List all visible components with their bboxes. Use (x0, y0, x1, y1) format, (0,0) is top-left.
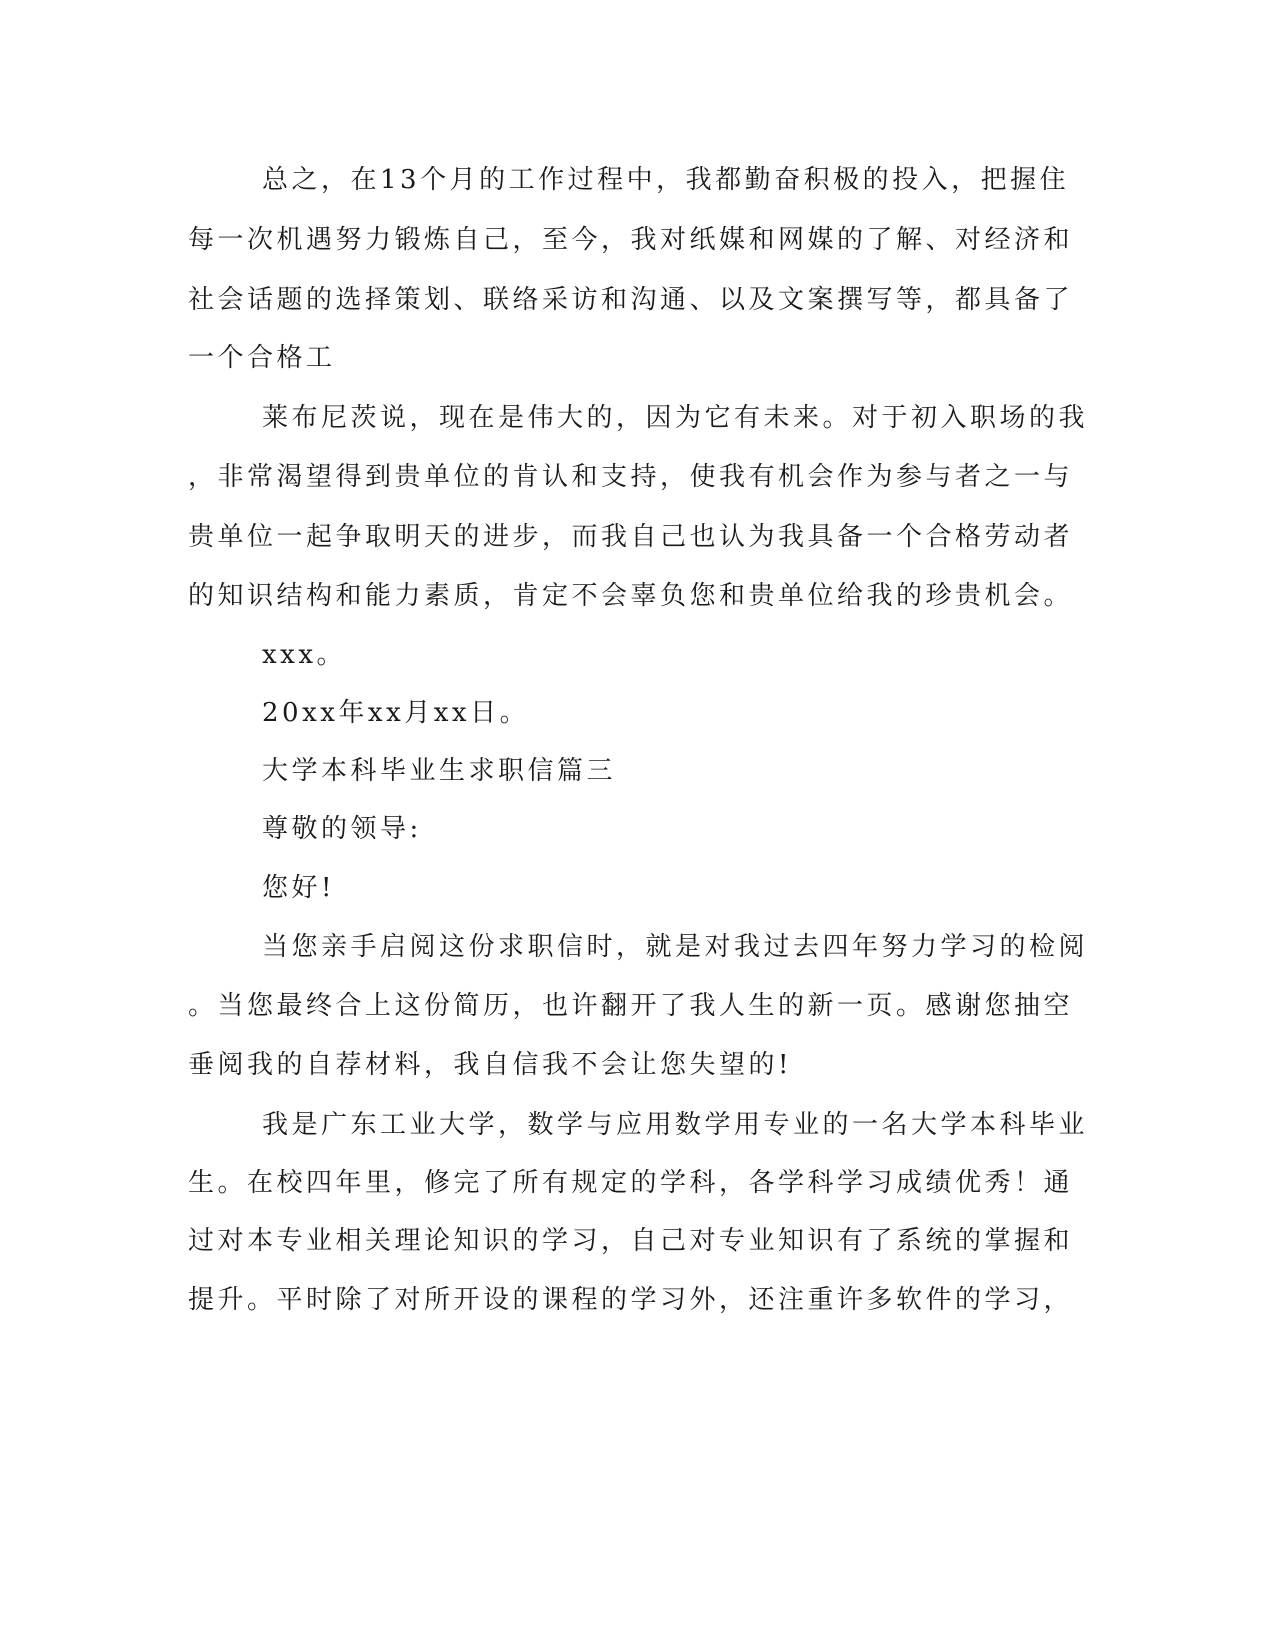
paragraph-line: 莱布尼茨说，现在是伟大的，因为它有未来。对于初入职场的我 (262, 403, 1089, 433)
paragraph-line: 总之，在13个月的工作过程中，我都勤奋积极的投入，把握住 (262, 165, 1070, 195)
paragraph-line: ，非常渴望得到贵单位的肯认和支持，使我有机会作为参与者之一与 (188, 462, 1074, 492)
paragraph-line: 社会话题的选择策划、联络采访和沟通、以及文案撰写等，都具备了 (188, 285, 1074, 315)
signature-date: 20xx年xx月xx日。 (262, 698, 530, 728)
section-heading: 大学本科毕业生求职信篇三 (262, 756, 617, 786)
salutation: 尊敬的领导: (262, 814, 422, 844)
paragraph-line: 每一次机遇努力锻炼自己，至今，我对纸媒和网媒的了解、对经济和 (188, 225, 1074, 255)
paragraph-line: 过对本专业相关理论知识的学习，自己对专业知识有了系统的掌握和 (188, 1226, 1074, 1256)
paragraph-line: 提升。平时除了对所开设的课程的学习外，还注重许多软件的学习， (188, 1285, 1074, 1315)
paragraph-line: 生。在校四年里，修完了所有规定的学科，各学科学习成绩优秀！通 (188, 1168, 1074, 1198)
paragraph-line: 的知识结构和能力素质，肯定不会辜负您和贵单位给我的珍贵机会。 (188, 581, 1074, 611)
paragraph-line: 贵单位一起争取明天的进步，而我自己也认为我具备一个合格劳动者 (188, 522, 1074, 552)
signature-name: xxx。 (262, 640, 346, 670)
paragraph-line: 一个合格工 (188, 343, 336, 373)
paragraph-line: 当您亲手启阅这份求职信时，就是对我过去四年努力学习的检阅 (262, 932, 1089, 962)
greeting: 您好! (262, 873, 335, 903)
paragraph-line: 。当您最终合上这份简历，也许翻开了我人生的新一页。感谢您抽空 (188, 991, 1074, 1021)
paragraph-line: 我是广东工业大学，数学与应用数学用专业的一名大学本科毕业 (262, 1110, 1089, 1140)
paragraph-line: 垂阅我的自荐材料，我自信我不会让您失望的! (188, 1050, 792, 1080)
